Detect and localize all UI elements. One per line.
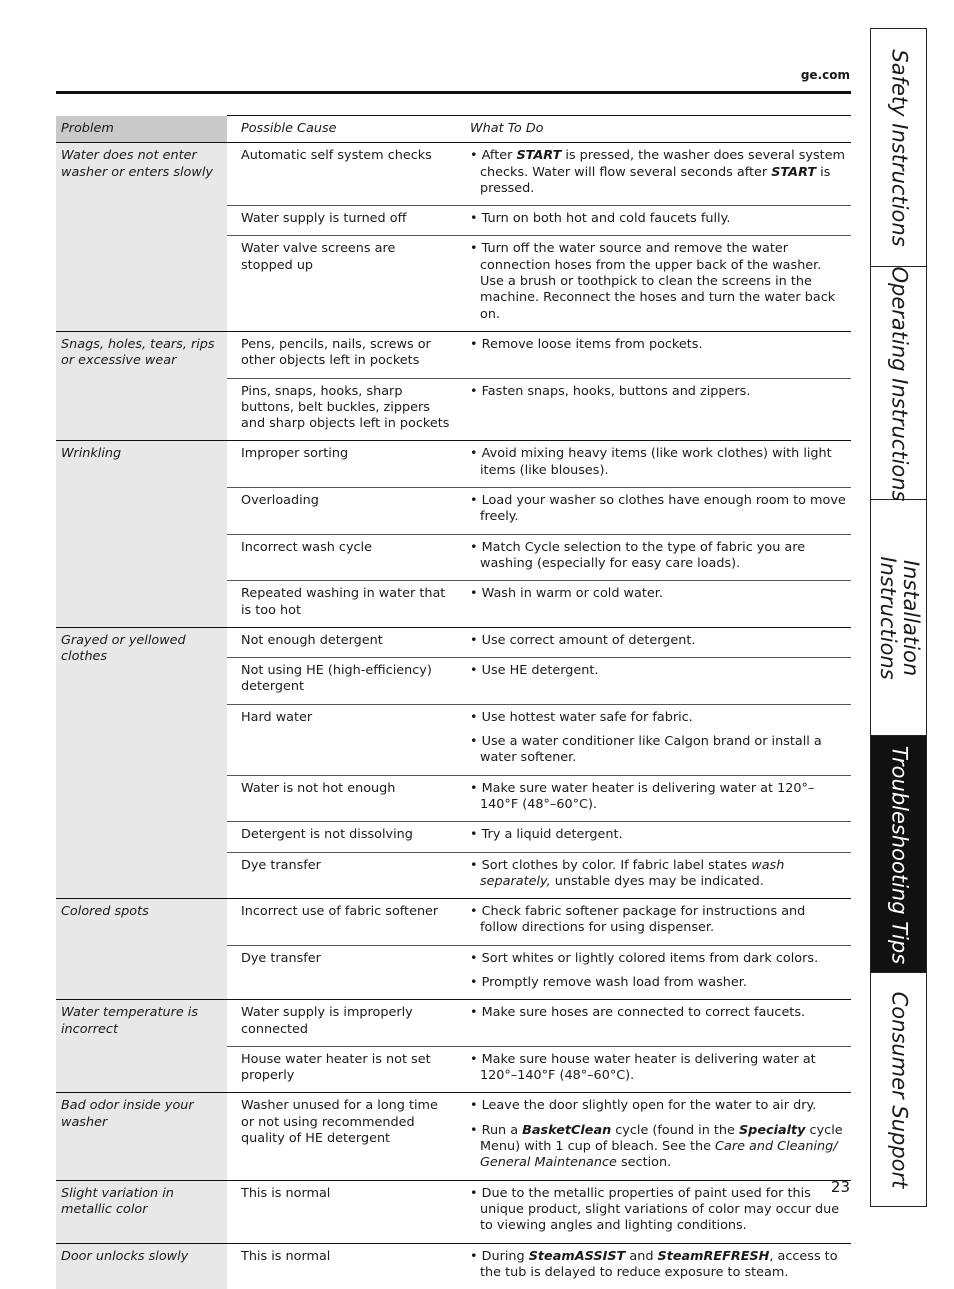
cause-cell: This is normal (227, 1243, 456, 1289)
text-segment: Run a (481, 1122, 523, 1138)
tab-label: Troubleshooting Tips (887, 745, 911, 964)
troubleshooting-table (56, 115, 851, 1289)
emphasis-text: START (516, 148, 562, 164)
tab-consumer-support[interactable] (871, 972, 926, 1207)
header-what-to-do: What To Do (456, 116, 851, 143)
bullet-item (470, 148, 847, 197)
problem-cell: Colored spots (56, 899, 227, 1000)
problem-cell: Water temperature is incorrect (56, 1000, 227, 1093)
what-to-do-cell (456, 658, 851, 705)
header-problem: Problem (56, 116, 227, 143)
what-to-do-cell (456, 1243, 851, 1289)
what-to-do-cell (456, 206, 851, 236)
problem-cell: Door unlocks slowly (56, 1243, 227, 1289)
text-segment: cycle Menu) with 1 cup of bleach. See the (480, 1122, 843, 1155)
cause-cell: This is normal (227, 1180, 456, 1243)
what-to-do-cell (456, 331, 851, 378)
what-to-do-cell (456, 775, 851, 822)
what-to-do-cell (456, 945, 851, 1000)
emphasis-text: SteamREFRESH (657, 1248, 770, 1264)
bullet-item: • Check fabric softener package for instructions and follow directions for using dispenser. (470, 904, 847, 937)
what-to-do-cell (456, 441, 851, 488)
cause-cell: Detergent is not dissolving (227, 822, 456, 852)
emphasis-text: Specialty (738, 1122, 806, 1138)
cause-cell: Not using HE (high-efficiency) detergent (227, 658, 456, 705)
bullet-item: • Match Cycle selection to the type of fabric you are washing (especially for easy care loads). (470, 540, 847, 573)
cause-cell: Water is not hot enough (227, 775, 456, 822)
table-header-row (56, 116, 851, 143)
cause-cell: Overloading (227, 488, 456, 535)
cause-cell: Water supply is turned off (227, 206, 456, 236)
bullet-item: • Try a liquid detergent. (470, 827, 847, 843)
what-to-do-cell (456, 143, 851, 206)
site-url: ge.com (800, 68, 850, 82)
section-tabs (870, 28, 927, 1207)
bullet-item (470, 1249, 847, 1282)
what-to-do-cell (456, 378, 851, 441)
emphasis-text: BasketClean (522, 1122, 612, 1138)
table-body (56, 143, 851, 1289)
what-to-do-cell (456, 822, 851, 852)
bullet-item: • Turn on both hot and cold faucets fully. (470, 211, 847, 227)
tab-safety-instructions[interactable] (871, 29, 926, 266)
tab-troubleshooting-tips[interactable] (871, 735, 926, 973)
text-segment: cycle (found in the (611, 1122, 739, 1138)
cause-cell: Pins, snaps, hooks, sharp buttons, belt buckles, zippers and sharp objects left in pockets (227, 378, 456, 441)
table-row (56, 331, 851, 378)
what-to-do-cell (456, 899, 851, 946)
what-to-do-cell (456, 1046, 851, 1093)
bullet-item: • Use HE detergent. (470, 663, 847, 679)
bullet-item: • Sort whites or lightly colored items from dark colors. (470, 951, 847, 967)
what-to-do-cell (456, 236, 851, 331)
cause-cell: Washer unused for a long time or not using recommended quality of HE detergent (227, 1093, 456, 1180)
text-segment: , access to the tub is delayed to reduce exposure to steam. (480, 1248, 838, 1280)
problem-cell: Grayed or yellowed clothes (56, 627, 227, 898)
what-to-do-cell (456, 1180, 851, 1243)
bullet-item: • Use hottest water safe for fabric. (470, 710, 847, 726)
bullet-item: • Due to the metallic properties of paint used for this unique product, slight variations of color may occur due to viewing angles and lighting conditions. (470, 1186, 847, 1235)
what-to-do-cell (456, 627, 851, 657)
text-segment: is pressed. (480, 164, 831, 196)
header-rule (56, 91, 851, 94)
problem-cell: Bad odor inside your washer (56, 1093, 227, 1180)
table-row (56, 1243, 851, 1289)
emphasis-text: START (771, 164, 817, 180)
emphasis-text: SteamASSIST (528, 1248, 626, 1264)
what-to-do-cell (456, 1000, 851, 1047)
tab-label: Consumer Support (887, 991, 911, 1189)
bullet-item: • Use a water conditioner like Calgon brand or install a water softener. (470, 734, 847, 767)
text-segment: Sort clothes by color. If fabric label states (481, 857, 752, 873)
text-segment: unstable dyes may be indicated. (550, 873, 764, 889)
what-to-do-cell (456, 704, 851, 775)
tab-installation-instructions[interactable] (871, 499, 926, 736)
page-number: 23 (830, 1178, 850, 1196)
tab-operating-instructions[interactable] (871, 266, 926, 500)
cause-cell: Pens, pencils, nails, screws or other objects left in pockets (227, 331, 456, 378)
what-to-do-cell (456, 488, 851, 535)
cause-cell: Automatic self system checks (227, 143, 456, 206)
bullet-item: • Load your washer so clothes have enough room to move freely. (470, 493, 847, 526)
table-row (56, 1093, 851, 1180)
header-possible-cause: Possible Cause (227, 116, 456, 143)
bullet-item (470, 1123, 847, 1172)
cause-cell: Water valve screens are stopped up (227, 236, 456, 331)
cause-cell: Incorrect use of fabric softener (227, 899, 456, 946)
cause-cell: Dye transfer (227, 852, 456, 899)
what-to-do-cell (456, 852, 851, 899)
cause-cell: Improper sorting (227, 441, 456, 488)
italic-text: wash separately, (480, 857, 785, 889)
bullet-item: • Make sure house water heater is delivering water at 120°–140°F (48°–60°C). (470, 1052, 847, 1085)
problem-cell: Water does not enter washer or enters slowly (56, 143, 227, 332)
bullet-item: • Promptly remove wash load from washer. (470, 975, 847, 991)
bullet-item: • Make sure hoses are connected to correct faucets. (470, 1005, 847, 1021)
bullet-item: • Make sure water heater is delivering water at 120°–140°F (48°–60°C). (470, 781, 847, 814)
text-segment: is pressed, the washer does several system checks. Water will flow several seconds after (480, 148, 846, 180)
what-to-do-cell (456, 581, 851, 628)
table-row (56, 441, 851, 488)
cause-cell: Not enough detergent (227, 627, 456, 657)
cause-cell: Dye transfer (227, 945, 456, 1000)
cause-cell: Hard water (227, 704, 456, 775)
problem-cell: Snags, holes, tears, rips or excessive wear (56, 331, 227, 440)
bullet-item: • Turn off the water source and remove the water connection hoses from the upper back of the washer. Use a brush or toothpick to clean the screens in the machine. Reconnect the hoses and turn the water back on. (470, 241, 847, 322)
text-segment: During (481, 1248, 529, 1264)
bullet-item: • Remove loose items from pockets. (470, 337, 847, 353)
table-row (56, 627, 851, 657)
table-row (56, 899, 851, 946)
bullet-item: • Wash in warm or cold water. (470, 586, 847, 602)
tab-label: Safety Instructions (887, 48, 911, 247)
bullet-item: • Use correct amount of detergent. (470, 633, 847, 649)
italic-text: Care and Cleaning/ General Maintenance (480, 1139, 838, 1171)
problem-cell: Slight variation in metallic color (56, 1180, 227, 1243)
cause-cell: House water heater is not set properly (227, 1046, 456, 1093)
text-segment: section. (616, 1155, 672, 1171)
table-row (56, 1000, 851, 1047)
tab-label: Operating Instructions (887, 266, 911, 501)
bullet-item (470, 858, 847, 891)
what-to-do-cell (456, 534, 851, 581)
tab-label: Installation Instructions (875, 556, 923, 680)
bullet-item: • Fasten snaps, hooks, buttons and zippers. (470, 384, 847, 400)
text-segment: and (625, 1248, 658, 1264)
what-to-do-cell (456, 1093, 851, 1180)
text-segment: After (481, 148, 517, 164)
table-row (56, 143, 851, 206)
table-row (56, 1180, 851, 1243)
bullet-item: • Avoid mixing heavy items (like work clothes) with light items (like blouses). (470, 446, 847, 479)
cause-cell: Water supply is improperly connected (227, 1000, 456, 1047)
problem-cell: Wrinkling (56, 441, 227, 627)
bullet-item: • Leave the door slightly open for the water to air dry. (470, 1098, 847, 1114)
cause-cell: Incorrect wash cycle (227, 534, 456, 581)
cause-cell: Repeated washing in water that is too hot (227, 581, 456, 628)
